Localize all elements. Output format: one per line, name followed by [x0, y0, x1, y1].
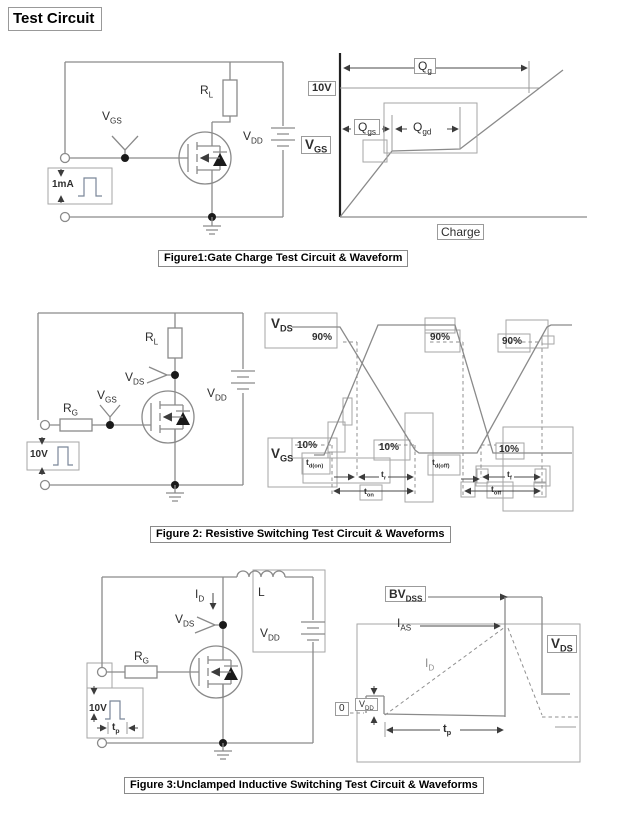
- resistor-rl: [223, 80, 237, 116]
- vds-probe: [195, 617, 227, 633]
- fig3-circuit-drawing: [80, 555, 330, 773]
- qgs-label: $Q_{gs}$: [354, 119, 380, 135]
- p90-right-label: 90%: [502, 336, 523, 347]
- fig2-caption: Figure 2: Resistive Switching Test Circuit & Waveforms: [150, 526, 451, 543]
- td-on-label: $t_{d(on)}$: [306, 457, 324, 470]
- p10-mid-label: 10%: [379, 442, 400, 453]
- vds-label: $V_{DS}$: [125, 370, 145, 387]
- rg-label: $R_G$: [63, 401, 79, 418]
- tp-measure: [385, 722, 576, 737]
- level-10v-label: 10V: [308, 81, 336, 96]
- fig3-caption: Figure 3:Unclamped Inductive Switching Test Circuit & Waveforms: [124, 777, 484, 794]
- battery-vdd: [231, 371, 255, 389]
- battery-vdd: [301, 622, 325, 640]
- resistor-rg: [125, 666, 157, 678]
- vgs-label: $V_{GS}$: [102, 109, 122, 126]
- p10-left-label: 10%: [297, 440, 318, 451]
- resistor-rl: [168, 328, 182, 358]
- fig2-circuit: [15, 295, 267, 525]
- vds-probe: [147, 367, 179, 383]
- rg-label: $R_G$: [134, 649, 150, 666]
- vdd-label: $V_{DD}$: [207, 386, 227, 403]
- ton-label: $t_{on}$: [364, 486, 374, 499]
- axes: [340, 53, 587, 217]
- td-off-label: $t_{d(off)}$: [432, 457, 450, 470]
- zero-label: 0: [335, 702, 349, 716]
- vds-label: $V_{DS}$: [175, 612, 195, 629]
- vdd-label: $V_{DD}$: [243, 129, 263, 146]
- qg-label: $Q_g$: [414, 58, 436, 74]
- p90-left-label: 90%: [312, 332, 333, 343]
- inductor-l: [237, 571, 285, 577]
- p90-mid-label: 90%: [430, 332, 451, 343]
- tr-label: $t_r$: [381, 469, 387, 482]
- p10-right-label: 10%: [499, 444, 520, 455]
- x-axis-label: Charge: [437, 224, 484, 240]
- fig3-waveform: [330, 575, 626, 775]
- vgs-charge-curve: [340, 70, 563, 217]
- fig1-waveform: [295, 45, 626, 257]
- tp-label: $t_p$: [112, 722, 120, 735]
- battery-vdd: [271, 128, 295, 146]
- fig1-caption: Figure1:Gate Charge Test Circuit & Waveform: [158, 250, 408, 267]
- id-label: $I_D$: [195, 587, 205, 604]
- id-curve-label: $I_D$: [425, 656, 435, 673]
- tf-label: $t_f$: [507, 469, 512, 482]
- bvdss-label: $BV_{DSS}$: [385, 586, 426, 602]
- ground-symbol: [203, 213, 221, 234]
- ground-symbol: [214, 739, 232, 759]
- fig3-waveform-drawing: [330, 575, 626, 775]
- ground-symbol: [166, 481, 184, 501]
- rl-label: $R_L$: [145, 330, 159, 347]
- mosfet-symbol: [142, 391, 194, 443]
- vds-trace-label: $V_{DS}$: [271, 316, 293, 334]
- vds-label: $V_{DS}$: [547, 635, 577, 653]
- inductor-label: L: [258, 585, 265, 599]
- y-axis-label: $V_{GS}$: [301, 136, 331, 154]
- id-ramp: [385, 627, 505, 715]
- vdd-label: $V_{DD}$: [260, 626, 280, 643]
- resistor-rg: [60, 419, 92, 431]
- pulse-voltage-label: 10V: [89, 703, 107, 714]
- vgs-trace-label: $V_{GS}$: [271, 446, 294, 464]
- ias-label: $I_{AS}$: [397, 616, 412, 633]
- fig2-waveform: [262, 300, 626, 527]
- qgd-label: $Q_{gd}$: [413, 120, 432, 137]
- fig3-circuit: [80, 555, 330, 773]
- vgs-trace: [314, 325, 572, 455]
- fig1-circuit-drawing: [40, 50, 295, 250]
- current-source-label: 1mA: [52, 179, 74, 190]
- tp-label: $t_p$: [443, 723, 452, 738]
- page-title: Test Circuit: [8, 7, 102, 31]
- fig1-circuit: [40, 50, 295, 250]
- fig2-circuit-drawing: [15, 295, 267, 525]
- rl-label: $R_L$: [200, 83, 214, 100]
- vdd-step-label: $V_{DD}$: [355, 698, 378, 711]
- pulse-voltage-label: 10V: [30, 449, 48, 460]
- vgs-label: $V_{GS}$: [97, 388, 117, 405]
- toff-label: $t_{off}$: [491, 484, 502, 497]
